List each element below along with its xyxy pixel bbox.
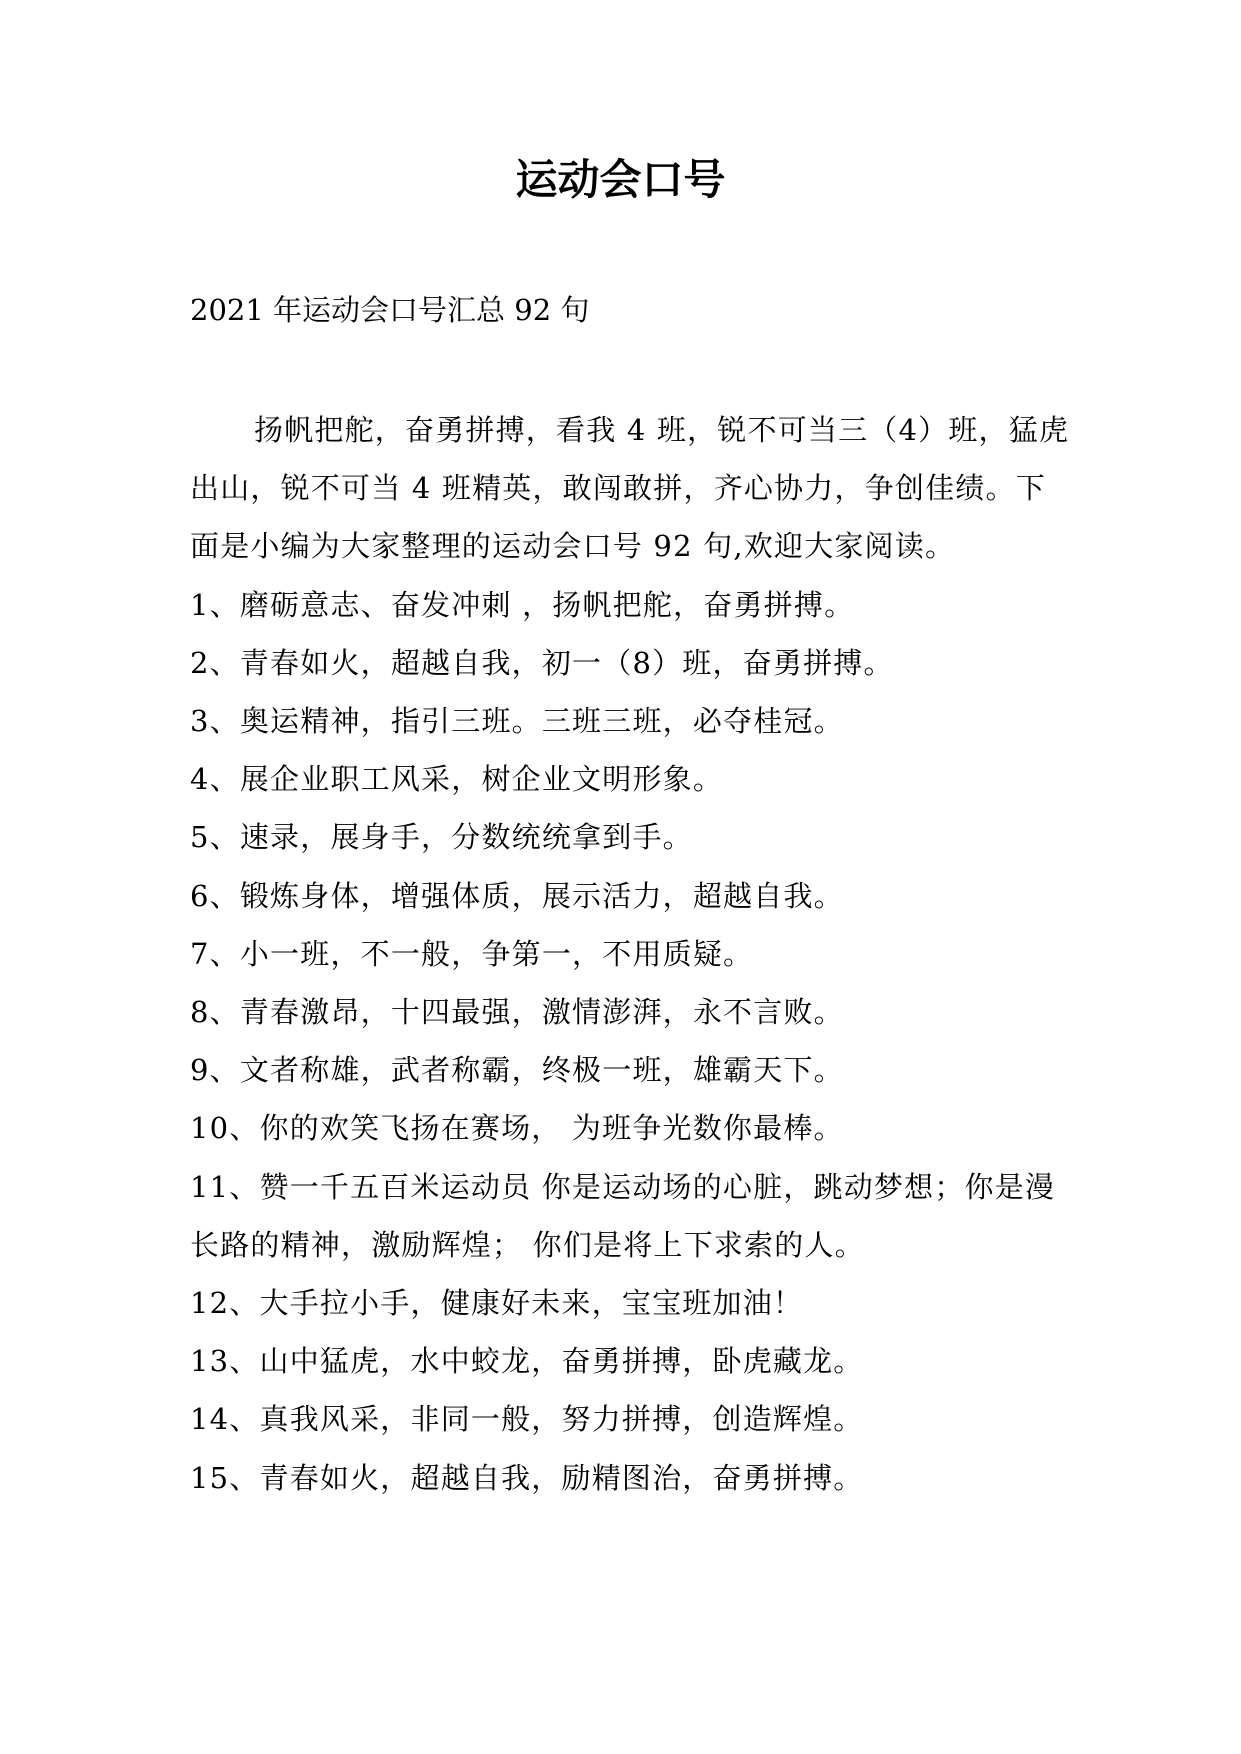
list-item: 14、真我风采，非同一般，努力拼搏，创造辉煌。 [190, 1402, 864, 1437]
list-item: 3、奥运精神，指引三班。三班三班，必夺桂冠。 [190, 704, 844, 739]
list-item: 8、青春激昂，十四最强，激情澎湃，永不言败。 [190, 995, 844, 1030]
list-item: 10、你的欢笑飞扬在赛场， 为班争光数你最棒。 [190, 1111, 844, 1146]
list-item: 5、速录，展身手，分数统统拿到手。 [190, 820, 693, 855]
intro-paragraph: 扬帆把舵，奋勇拼搏，看我 4 班，锐不可当三（4）班，猛虎出山，锐不可当 4 班精英，敢闯敢拼，齐心协力，争创佳绩。下面是小编为大家整理的运动会口号 92 句,欢迎大家阅读。 [190, 413, 1070, 564]
list-item: 2、青春如火，超越自我，初一（8）班，奋勇拼搏。 [190, 645, 894, 680]
slogan-list [190, 576, 1070, 1507]
list-item: 1、磨砺意志、奋发冲刺 ，扬帆把舵，奋勇拼搏。 [190, 587, 855, 622]
list-item: 11、赞一千五百米运动员 你是运动场的心脏，跳动梦想；你是漫长路的精神，激励辉煌； 你们是将上下求索的人。 [190, 1169, 1056, 1262]
document-body [190, 401, 1070, 1507]
list-item: 7、小一班，不一般，争第一，不用质疑。 [190, 936, 754, 971]
list-item: 6、锻炼身体，增强体质，展示活力，超越自我。 [190, 878, 844, 913]
list-item: 9、文者称雄，武者称霸，终极一班，雄霸天下。 [190, 1053, 844, 1088]
list-item: 4、展企业职工风采，树企业文明形象。 [190, 762, 724, 797]
document-title: 运动会口号 [515, 155, 726, 204]
document-subtitle: 2021 年运动会口号汇总 92 句 [190, 293, 590, 327]
list-item: 15、青春如火，超越自我，励精图治，奋勇拼搏。 [190, 1460, 864, 1495]
list-item: 12、大手拉小手，健康好未来，宝宝班加油！ [190, 1286, 804, 1321]
list-item: 13、山中猛虎，水中蛟龙，奋勇拼搏，卧虎藏龙。 [190, 1344, 864, 1379]
